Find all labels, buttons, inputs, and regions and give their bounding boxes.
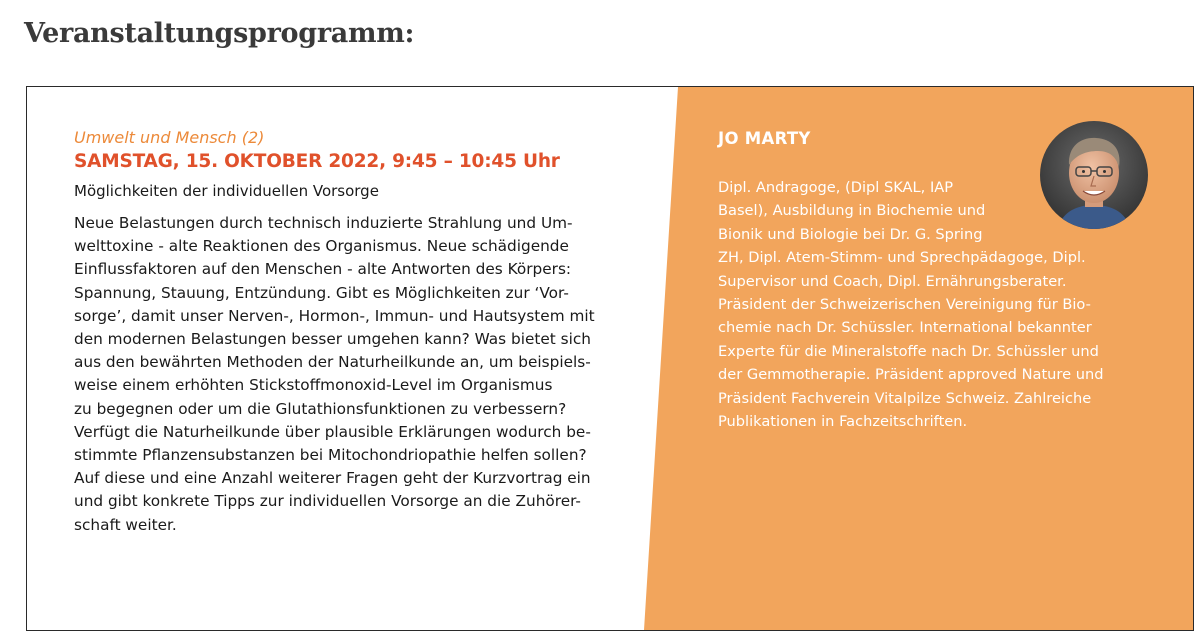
description-line: Spannung, Stauung, Entzündung. Gibt es Möglichkeiten zur ‘Vor- [74,283,569,302]
description-line: Neue Belastungen durch technisch induzierte Strahlung und Um- [74,214,573,232]
bio-line: der Gemmotherapie. Präsident approved Nature und [718,366,1104,384]
bio-line: ZH, Dipl. Atem-Stimm- und Sprechpädagoge, Dipl. [718,249,1086,267]
bio-line: Basel), Ausbildung in Biochemie und [718,202,986,220]
description-line: den modernen Belastungen besser umgehen kann? Was bietet sich [74,330,591,349]
bio-line: Präsident Fachverein Vitalpilze Schweiz. Zahlreiche [718,389,1092,407]
speaker-photo [1040,121,1148,229]
description-line: stimmte Pflanzensubstanzen bei Mitochondriopathie helfen sollen? [74,446,587,465]
bio-line: Präsident der Schweizerischen Vereinigung für Bio- [718,296,1091,314]
speaker-name: JO MARTY [718,129,811,148]
bio-line: Dipl. Andragoge, (Dipl SKAL, IAP [718,179,954,196]
description-line: Verfügt die Naturheilkunde über plausible Erklärungen wodurch be- [74,422,591,441]
page-title: Veranstaltungsprogramm: [24,18,415,49]
event-description [74,212,634,537]
description-line: Einflussfaktoren auf den Menschen - alte Antworten des Körpers: [74,260,572,279]
event-subtitle: Möglichkeiten der individuellen Vorsorge [74,182,379,200]
event-date-time: SAMSTAG, 15. OKTOBER 2022, 9:45 – 10:45 Uhr [74,151,560,172]
bio-line: Publikationen in Fachzeitschriften. [718,413,968,431]
event-card [26,86,1194,631]
description-line: weise einem erhöhten Stickstoffmonoxid-Level im Organismus [74,376,553,395]
event-details [74,128,634,537]
bio-line: Supervisor und Coach, Dipl. Ernährungsberater. [718,272,1067,290]
description-line: Auf diese und eine Anzahl weiterer Fragen geht der Kurzvortrag ein [74,469,591,488]
description-line: welttoxine - alte Reaktionen des Organismus. Neue schädigende [74,237,569,256]
description-line: zu begegnen oder um die Glutathionsfunktionen zu verbessern? [74,399,567,418]
bio-line: Experte für die Mineralstoffe nach Dr. Schüssler und [718,342,1099,360]
bio-line: chemie nach Dr. Schüssler. International bekannter [718,319,1092,337]
portrait-photo-icon [1040,121,1148,229]
description-line: und gibt konkrete Tipps zur individuellen Vorsorge an die Zuhörer- [74,492,581,511]
description-line: aus den bewährten Methoden der Naturheilkunde an, um beispiels- [74,353,591,372]
description-line: schaft weiter. [74,515,177,534]
event-series: Umwelt und Mensch (2) [74,128,265,147]
description-line: sorge’, damit unser Nerven-, Hormon-, Immun- und Hautsystem mit [74,306,595,325]
bio-line: Bionik und Biologie bei Dr. G. Spring [718,225,983,243]
